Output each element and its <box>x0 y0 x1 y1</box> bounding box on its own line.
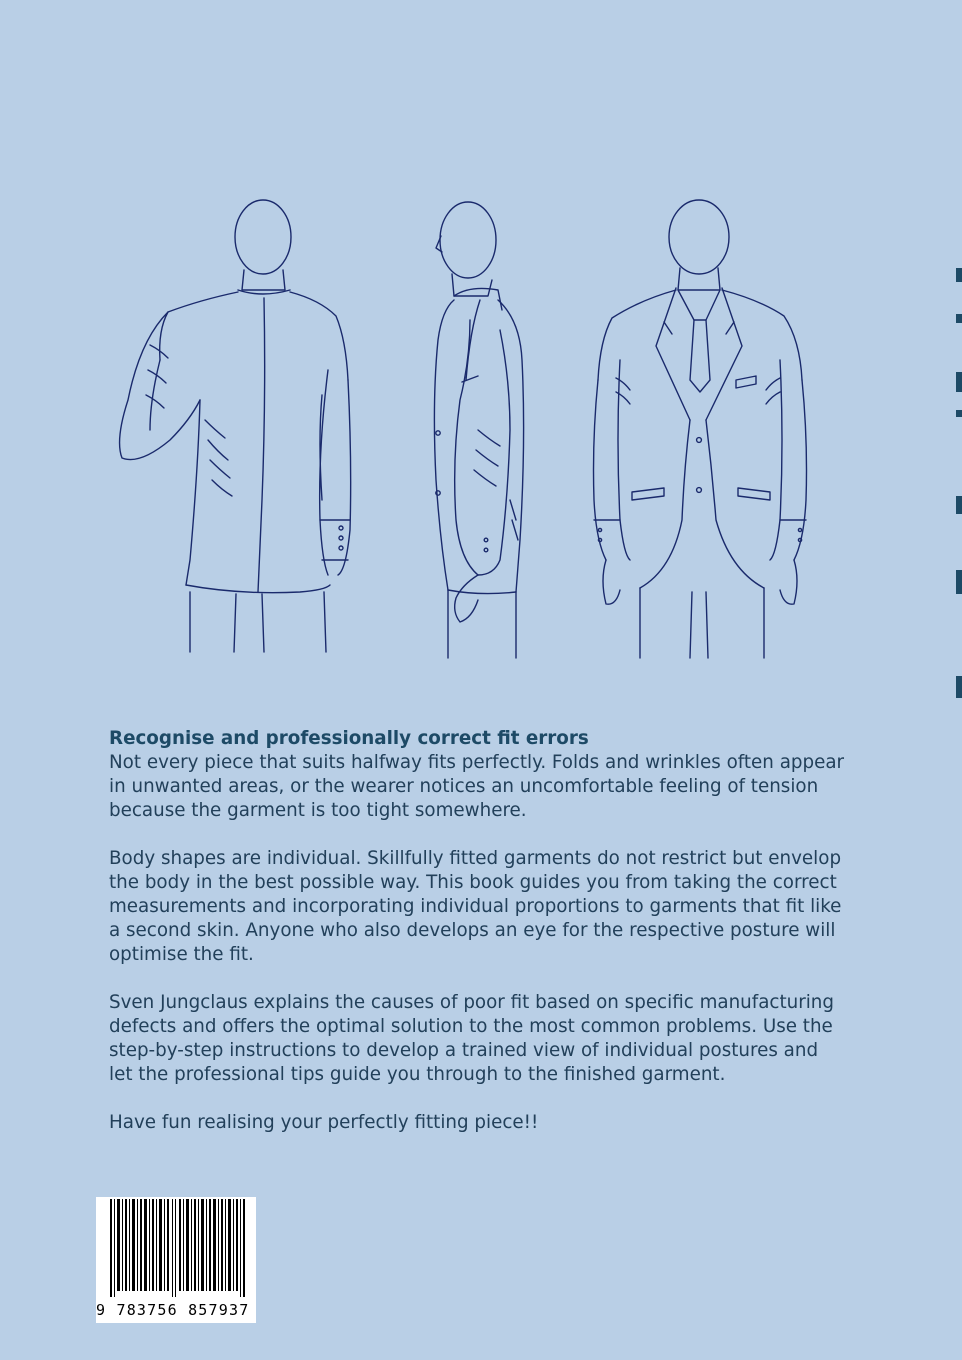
blurb-paragraph-2: Body shapes are individual. Skillfully fitted garments do not restrict but envelop the body in the best possible way. This book guides you from taking the correct measurements and incorporating individual proportions to garments that fit like a second skin. Anyone who also develops an eye for the respective posture will optimise the fit. <box>109 848 842 965</box>
blurb-paragraph-4: Have fun realising your perfectly fitting piece!! <box>109 1112 539 1133</box>
back-view-figure <box>120 200 351 652</box>
blurb-paragraph-3: Sven Jungclaus explains the causes of poor fit based on specific manufacturing defects and offers the optimal solution to the most common problems. Use the step-by-step instructions to develop a trained view of individual postures and let the professional tips guide you through to the finished garment. <box>109 992 834 1085</box>
front-view-figure <box>594 200 807 658</box>
blurb-paragraph-1: Not every piece that suits halfway fits perfectly. Folds and wrinkles often appear in unwanted areas, or the wearer notices an uncomfortable feeling of tension because the garment is too tight somewhere. <box>109 752 845 821</box>
spine-edge-fragment <box>950 240 962 710</box>
side-view-figure <box>434 202 523 658</box>
isbn-digits: 9 783756 857937 <box>96 1301 250 1319</box>
isbn-barcode <box>96 1197 256 1323</box>
back-cover-blurb <box>109 727 909 1159</box>
blurb-headline: Recognise and professionally correct fit errors <box>109 728 589 749</box>
barcode-bars <box>96 1197 256 1297</box>
